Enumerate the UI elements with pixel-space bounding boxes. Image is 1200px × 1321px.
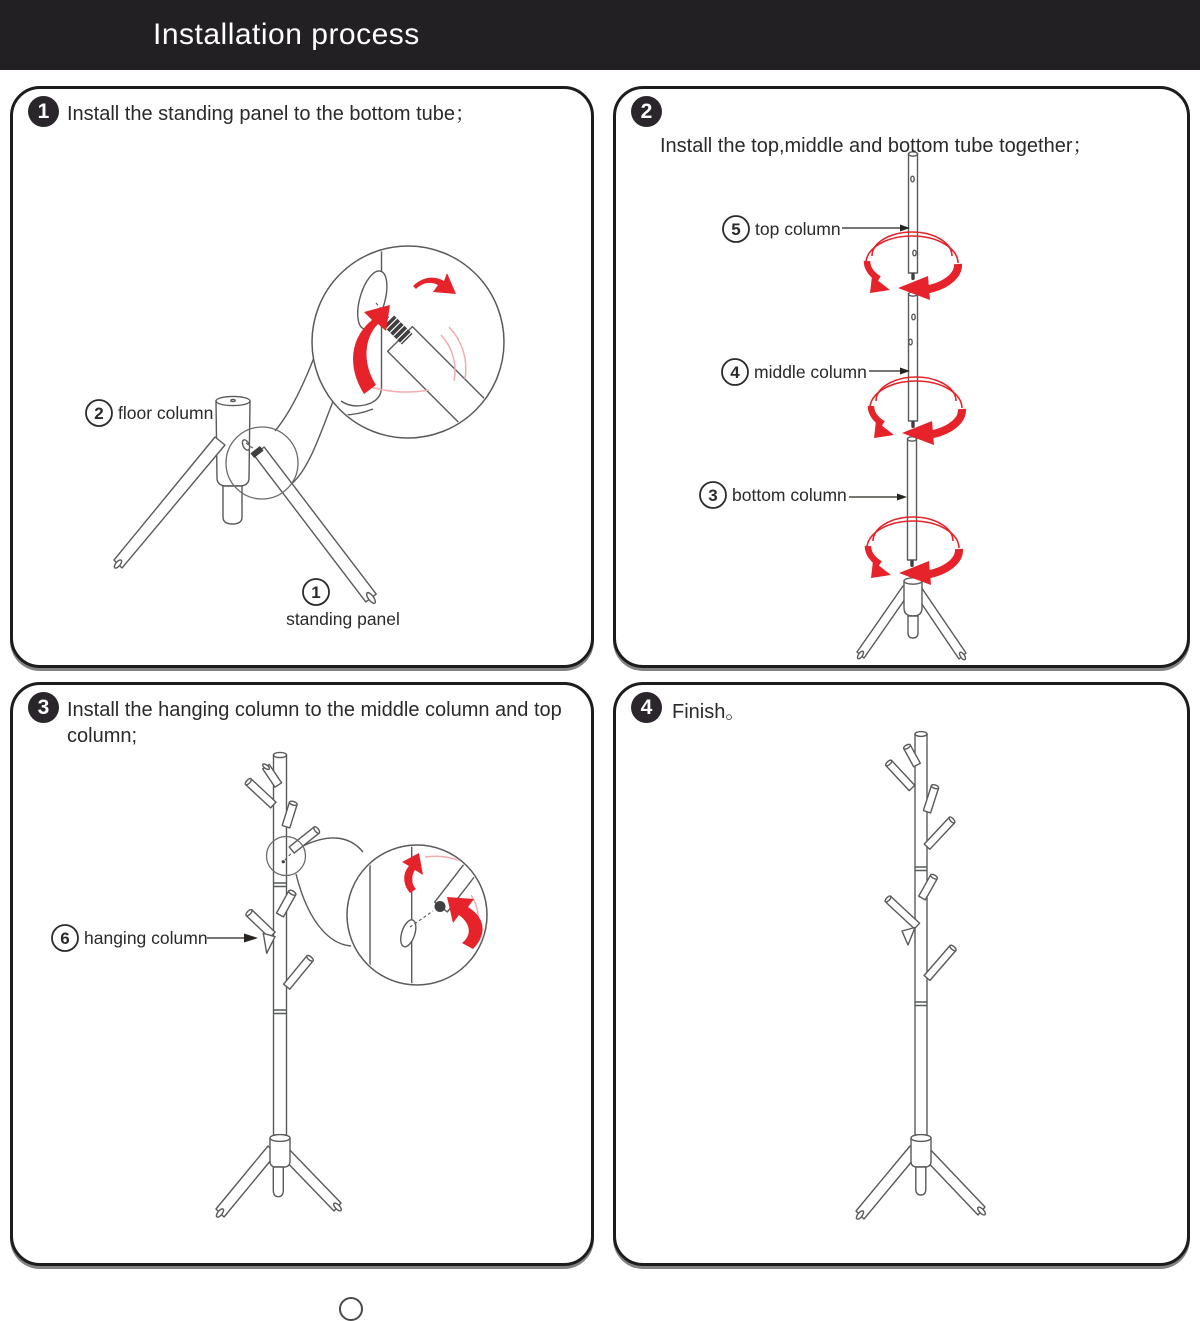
svg-text:hanging column: hanging column [84,928,208,948]
panel-step-2 [613,86,1190,668]
tripod-base [855,1135,986,1221]
step-2-title: Install the top,middle and bottom tube together； [660,135,1093,157]
label-hanging-column [52,925,258,951]
label-top-column [723,216,910,242]
svg-text:6: 6 [60,929,70,948]
rack-pole [274,752,287,1135]
svg-text:middle column: middle column [754,362,867,382]
svg-text:5: 5 [731,220,741,239]
page-title: Installation process [153,18,420,51]
label-floor-column [86,400,213,426]
middle-column-tube [909,292,918,428]
svg-text:2: 2 [94,404,104,423]
panel-step-4 [613,682,1190,1266]
rack-pole [915,732,927,1135]
step-4-title: Finish。 [672,701,746,723]
left-leg [113,437,225,569]
step-3-diagram [13,685,591,1263]
svg-text:floor column: floor column [118,403,214,423]
tripod-base [856,578,966,661]
panel-step-3 [10,682,594,1266]
svg-text:3: 3 [708,486,718,505]
header-bar [0,0,1200,70]
tripod-base [215,1135,342,1219]
label-middle-column [722,359,910,385]
cutoff-circled-number [339,1297,363,1321]
label-bottom-column [700,482,907,508]
bottom-column-tube [908,437,917,567]
peg-tip [435,901,446,912]
step-4-badge: 4 [631,692,662,723]
label-standing-panel [286,579,400,629]
step-4-diagram [616,685,1187,1263]
step-3-title: Install the hanging column to the middle column and top column; [67,699,562,747]
step-2-diagram [616,89,1187,665]
step-1-diagram [13,89,591,665]
step-1-title: Install the standing panel to the bottom tube； [67,103,476,125]
step-2-badge: 2 [631,96,662,127]
front-leg-stub [223,486,242,524]
panel-step-1 [10,86,594,668]
svg-text:4: 4 [730,363,740,382]
svg-text:standing panel: standing panel [286,609,400,629]
floor-column-hub [216,396,250,524]
support-wedge [902,928,915,946]
top-column-tube [909,152,918,280]
svg-text:bottom column: bottom column [732,485,847,505]
svg-text:1: 1 [311,583,321,602]
step-3-badge: 3 [28,692,59,723]
svg-text:top column: top column [755,219,841,239]
detached-hanging-column [245,909,275,954]
step-1-badge: 1 [28,96,59,127]
